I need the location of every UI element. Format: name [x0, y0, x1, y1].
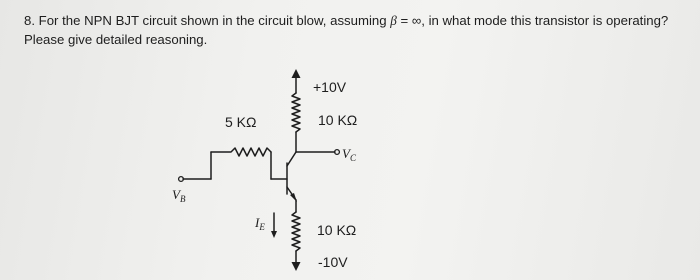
- vb-label: [172, 187, 186, 204]
- ie-label-main: I: [255, 215, 260, 230]
- supply-positive-label: +10V: [313, 79, 347, 95]
- base-resistor-label: 5 KΩ: [225, 114, 257, 130]
- supply-positive-arrow: [292, 69, 301, 78]
- vc-label-main: V: [342, 146, 350, 161]
- base-resistor: [211, 148, 271, 156]
- beta-symbol: β: [390, 13, 397, 28]
- ie-label: [254, 215, 265, 232]
- vc-label: [342, 146, 357, 163]
- question-number: 8.: [24, 13, 35, 28]
- question-body-start: For the NPN BJT circuit shown in the circuit blow, assuming: [38, 13, 391, 28]
- emitter-resistor: [292, 212, 300, 251]
- collector-resistor: [292, 93, 300, 132]
- equals-sign: =: [396, 13, 412, 28]
- emitter-resistor-label: 10 KΩ: [317, 222, 357, 238]
- vc-label-sub: C: [349, 153, 356, 163]
- emitter-arrowhead: [290, 193, 297, 202]
- transistor-collector-lead: [287, 152, 296, 166]
- emitter-current-arrowhead: [271, 231, 277, 238]
- question-body-end: , in what mode this transistor is operating? Please give detailed reasoning.: [24, 13, 669, 47]
- vb-label-sub: B: [179, 194, 186, 204]
- infinity-symbol: ∞: [411, 13, 422, 28]
- collector-resistor-label: 10 KΩ: [318, 112, 358, 128]
- supply-negative-arrow: [292, 262, 301, 271]
- supply-negative-label: -10V: [318, 254, 348, 270]
- vb-label-main: V: [172, 187, 180, 202]
- ie-label-sub: E: [259, 222, 265, 232]
